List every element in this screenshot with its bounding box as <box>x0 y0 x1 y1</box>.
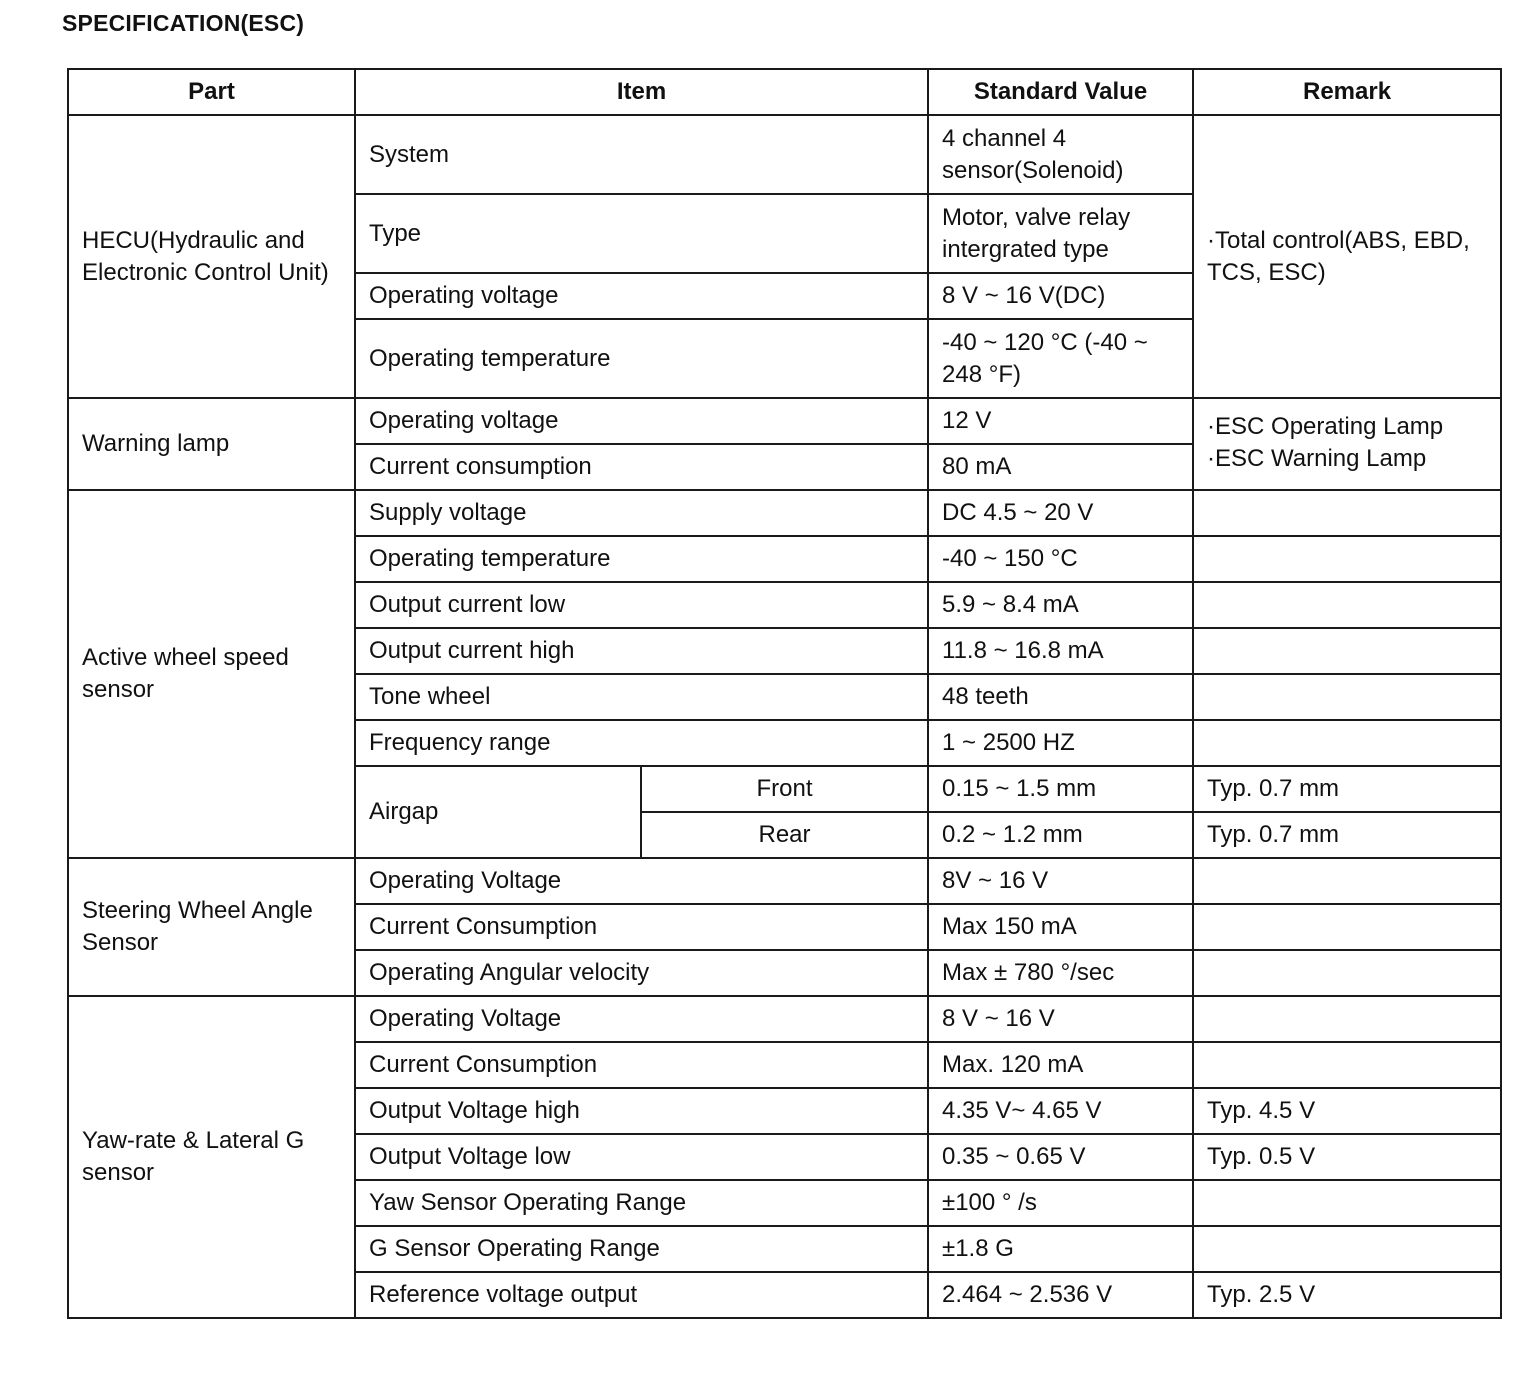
item-cell: Output current low <box>355 582 928 628</box>
part-hecu: HECU(Hydraulic and Electronic Control Unit) <box>68 115 355 398</box>
item-cell: Frequency range <box>355 720 928 766</box>
remark-cell <box>1193 628 1501 674</box>
value-cell: ±100 ° /s <box>928 1180 1193 1226</box>
remark-line: ·ESC Warning Lamp <box>1207 445 1427 472</box>
value-cell: 12 V <box>928 398 1193 444</box>
item-cell: Current Consumption <box>355 1042 928 1088</box>
remark-cell <box>1193 858 1501 904</box>
item-airgap: Airgap <box>355 766 641 858</box>
item-cell: Reference voltage output <box>355 1272 928 1318</box>
item-cell: Output Voltage low <box>355 1134 928 1180</box>
table-row <box>68 858 1501 904</box>
part-steering: Steering Wheel Angle Sensor <box>68 858 355 996</box>
item-cell: Operating voltage <box>355 273 928 319</box>
item-cell: System <box>355 115 928 194</box>
header-part: Part <box>68 69 355 115</box>
remark-cell: Typ. 4.5 V <box>1193 1088 1501 1134</box>
remark-cell <box>1193 1042 1501 1088</box>
item-cell: Current Consumption <box>355 904 928 950</box>
value-cell: 8 V ~ 16 V <box>928 996 1193 1042</box>
item-cell: Current consumption <box>355 444 928 490</box>
item-cell: Operating temperature <box>355 536 928 582</box>
value-cell: 0.2 ~ 1.2 mm <box>928 812 1193 858</box>
table-row <box>68 115 1501 194</box>
table-row <box>68 398 1501 444</box>
item-cell: Operating Voltage <box>355 996 928 1042</box>
value-cell: 8V ~ 16 V <box>928 858 1193 904</box>
value-cell: Motor, valve relay intergrated type <box>928 194 1193 273</box>
page-title: SPECIFICATION(ESC) <box>62 10 305 36</box>
value-cell: -40 ~ 120 °C (-40 ~ 248 °F) <box>928 319 1193 398</box>
value-cell: 4 channel 4 sensor(Solenoid) <box>928 115 1193 194</box>
value-cell: 1 ~ 2500 HZ <box>928 720 1193 766</box>
value-cell: 0.35 ~ 0.65 V <box>928 1134 1193 1180</box>
remark-cell <box>1193 996 1501 1042</box>
value-cell: 80 mA <box>928 444 1193 490</box>
value-cell: 0.15 ~ 1.5 mm <box>928 766 1193 812</box>
item-cell: Tone wheel <box>355 674 928 720</box>
value-cell: -40 ~ 150 °C <box>928 536 1193 582</box>
value-cell: 8 V ~ 16 V(DC) <box>928 273 1193 319</box>
part-warning-lamp: Warning lamp <box>68 398 355 490</box>
item-cell: Yaw Sensor Operating Range <box>355 1180 928 1226</box>
value-cell: 11.8 ~ 16.8 mA <box>928 628 1193 674</box>
item-cell: Type <box>355 194 928 273</box>
header-item: Item <box>355 69 928 115</box>
part-yaw: Yaw-rate & Lateral G sensor <box>68 996 355 1318</box>
value-cell: Max 150 mA <box>928 904 1193 950</box>
value-cell: 4.35 V~ 4.65 V <box>928 1088 1193 1134</box>
header-row <box>68 69 1501 115</box>
value-cell: ±1.8 G <box>928 1226 1193 1272</box>
airgap-front-label: Front <box>641 766 928 812</box>
table-row <box>68 996 1501 1042</box>
value-cell: Max. 120 mA <box>928 1042 1193 1088</box>
remark-cell: Typ. 0.5 V <box>1193 1134 1501 1180</box>
remark-cell: Typ. 0.7 mm <box>1193 766 1501 812</box>
item-cell: Supply voltage <box>355 490 928 536</box>
value-cell: Max ± 780 °/sec <box>928 950 1193 996</box>
item-cell: Operating Angular velocity <box>355 950 928 996</box>
remark-cell <box>1193 950 1501 996</box>
value-cell: DC 4.5 ~ 20 V <box>928 490 1193 536</box>
remark-cell: Typ. 2.5 V <box>1193 1272 1501 1318</box>
remark-cell <box>1193 904 1501 950</box>
item-cell: Output Voltage high <box>355 1088 928 1134</box>
remark-cell <box>1193 674 1501 720</box>
remark-warning-lamp <box>1193 398 1501 490</box>
remark-cell <box>1193 582 1501 628</box>
item-cell: Operating Voltage <box>355 858 928 904</box>
header-standard-value: Standard Value <box>928 69 1193 115</box>
remark-cell <box>1193 720 1501 766</box>
remark-hecu: ·Total control(ABS, EBD, TCS, ESC) <box>1193 115 1501 398</box>
item-cell: G Sensor Operating Range <box>355 1226 928 1272</box>
item-cell: Output current high <box>355 628 928 674</box>
airgap-rear-label: Rear <box>641 812 928 858</box>
value-cell: 5.9 ~ 8.4 mA <box>928 582 1193 628</box>
item-cell: Operating voltage <box>355 398 928 444</box>
specification-table <box>67 68 1502 1319</box>
table-row <box>68 490 1501 536</box>
remark-cell <box>1193 536 1501 582</box>
header-remark: Remark <box>1193 69 1501 115</box>
remark-cell <box>1193 490 1501 536</box>
remark-cell: Typ. 0.7 mm <box>1193 812 1501 858</box>
item-cell: Operating temperature <box>355 319 928 398</box>
value-cell: 2.464 ~ 2.536 V <box>928 1272 1193 1318</box>
value-cell: 48 teeth <box>928 674 1193 720</box>
remark-cell <box>1193 1226 1501 1272</box>
remark-cell <box>1193 1180 1501 1226</box>
part-wheel-speed: Active wheel speed sensor <box>68 490 355 858</box>
remark-line: ·ESC Operating Lamp <box>1207 413 1444 440</box>
